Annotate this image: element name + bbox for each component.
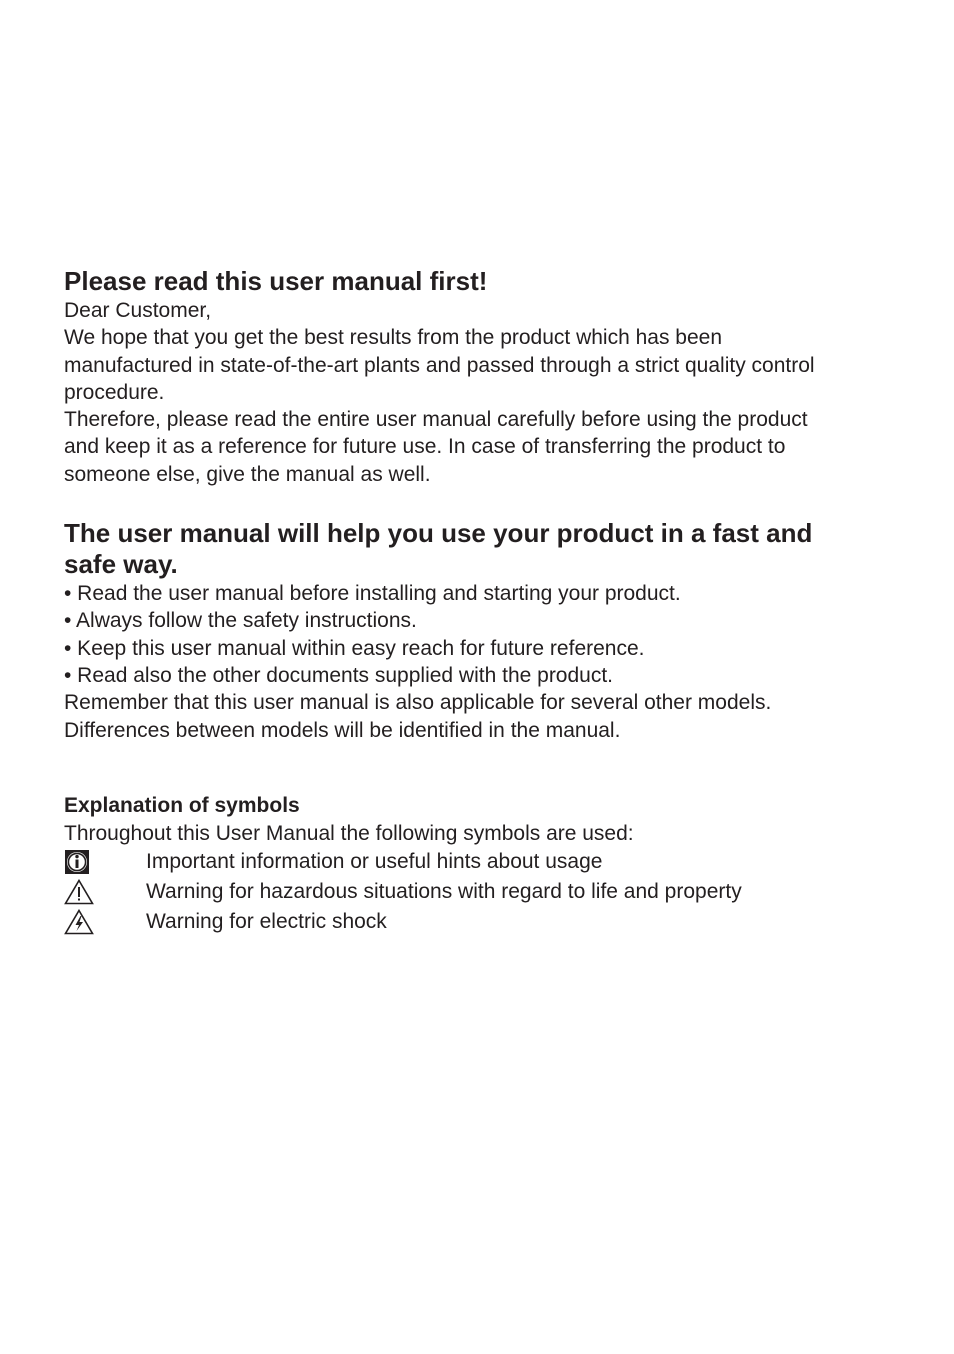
bullet-item: • Read the user manual before installing and starting your product. [64,582,681,606]
symbol-text: Warning for hazardous situations with regard to life and property [146,880,742,904]
intro-section [64,266,894,488]
symbol-row-warning [64,877,894,907]
bullet-item: • Always follow the safety instructions. [64,609,417,633]
intro-line: and keep it as a reference for future use. In case of transferring the product to [64,435,786,459]
help-note: Differences between models will be identified in the manual. [64,718,621,742]
help-note: Remember that this user manual is also applicable for several other models. [64,691,772,715]
help-bullet-list [64,580,894,689]
symbols-section [64,792,894,937]
intro-line: manufactured in state-of-the-art plants and passed through a strict quality control [64,353,815,377]
symbol-row-electric [64,907,894,937]
intro-heading: Please read this user manual first! [64,266,488,296]
symbols-intro: Throughout this User Manual the following symbols are used: [64,821,634,845]
info-icon [64,847,146,877]
bullet-item: • Read also the other documents supplied with the product. [64,663,614,687]
bullet-item: • Keep this user manual within easy reach for future reference. [64,636,645,660]
help-heading-line: safe way. [64,549,178,580]
symbol-text: Important information or useful hints about usage [146,850,603,874]
intro-line: someone else, give the manual as well. [64,462,431,486]
intro-line: We hope that you get the best results from the product which has been [64,326,723,350]
help-heading [64,518,894,580]
intro-line: Therefore, please read the entire user manual carefully before using the product [64,408,808,432]
manual-page [64,266,894,937]
symbols-heading: Explanation of symbols [64,793,300,817]
intro-line: Dear Customer, [64,299,212,322]
symbol-row-info [64,847,894,877]
electric-shock-icon [64,907,146,937]
symbol-text: Warning for electric shock [146,910,387,934]
symbols-list [64,847,894,937]
help-section [64,518,894,744]
intro-line: procedure. [64,380,165,404]
help-heading-line: The user manual will help you use your product in a fast and [64,518,813,549]
warning-triangle-icon [64,877,146,907]
